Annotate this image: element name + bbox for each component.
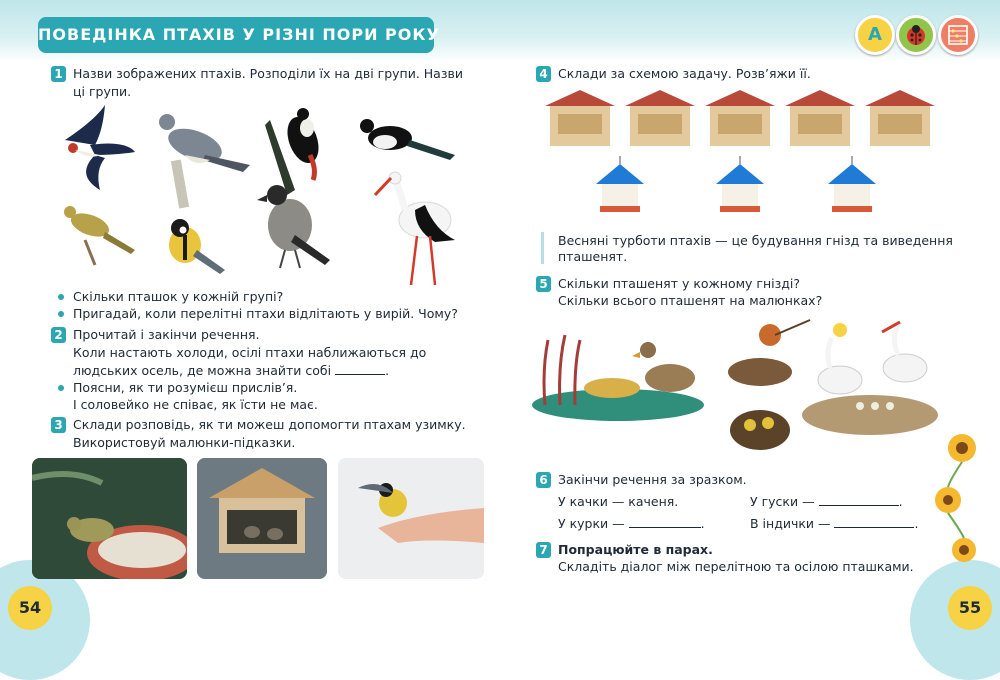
task-1-text-line1: Назви зображених птахів. Розподіли їх на дві групи. Назви: [73, 66, 463, 81]
magpie-icon: [360, 119, 455, 160]
bullet-marker: [58, 385, 64, 391]
swallow-icon: [65, 105, 135, 190]
feeder-icon: [596, 156, 644, 212]
task-3-text-line1: Склади розповідь, як ти можеш допомогти птахам узимку.: [73, 417, 466, 432]
sunflower-decoration: [930, 430, 980, 570]
task-7-text-line1: Попрацюйте в парах.: [558, 542, 713, 557]
task-2-number: 2: [51, 327, 66, 343]
feeder-icon: [828, 156, 876, 212]
task-6-row2-left-label: У курки —: [558, 516, 625, 531]
page-number-left: 54: [8, 586, 52, 630]
task-2-proverb: І соловейко не співає, як їсти не має.: [73, 397, 318, 412]
birdhouses-row: [540, 88, 940, 153]
page-number-right: 55: [948, 586, 992, 630]
task-7-number: 7: [536, 542, 551, 558]
answer-blank[interactable]: [819, 493, 899, 506]
birds-illustration: [55, 100, 475, 290]
note-line1: Весняні турботи птахів — це будування гнізд та виведення: [558, 233, 953, 248]
task-2-text-line3-end: .: [385, 363, 390, 378]
task-3-text-line2: Використовуй малюнки-підказки.: [73, 435, 296, 450]
task-6-row2-right-label: В індички —: [750, 516, 831, 531]
sunflower-icon: [935, 487, 961, 513]
task-2-text-line2: Коли настають холоди, осілі птахи наближаються до: [73, 345, 427, 360]
answer-blank[interactable]: [629, 515, 701, 528]
task-6-row2-left: [558, 515, 705, 533]
note-bar: [541, 232, 544, 264]
task-6-text-line1: Закінчи речення за зразком.: [558, 472, 747, 487]
task-6-end: .: [700, 516, 705, 531]
sunflower-icon: [948, 434, 976, 462]
answer-blank[interactable]: [335, 362, 385, 375]
task-2-bullet: Поясни, як ти розумієш прислів’я.: [73, 380, 298, 395]
stork-icon: [375, 172, 455, 285]
task-7-text-line2: Складіть діалог між перелітною та осілою пташками.: [558, 559, 914, 574]
task-4-text-line1: Склади за схемою задачу. Розв’яжи її.: [558, 66, 811, 81]
task-2-text-line3-start: людських осель, де можна знайти собі: [73, 363, 332, 378]
photo-tit-on-hand: [338, 458, 484, 579]
duck-nest-icon: [532, 335, 704, 421]
task-1-text-line2: ці групи.: [73, 84, 132, 99]
bullet-marker: [58, 294, 64, 300]
answer-blank[interactable]: [834, 515, 914, 528]
songbird-nest-icon: [728, 320, 810, 450]
task-2-text-line3: [73, 362, 389, 380]
warbler-icon: [64, 206, 135, 265]
birdhouse-icon: [545, 90, 615, 146]
feeder-icon: [716, 156, 764, 212]
task-3-number: 3: [51, 417, 66, 433]
letter-a-icon[interactable]: [855, 15, 895, 55]
birdhouse-icon: [785, 90, 855, 146]
task-1-bullet-2: Пригадай, коли перелітні птахи відлітають у вирій. Чому?: [73, 306, 458, 321]
nests-illustration: [530, 310, 950, 460]
birdhouse-icon: [865, 90, 935, 146]
task-4-number: 4: [536, 66, 551, 82]
task-1-bullet-1: Скільки пташок у кожній групі?: [73, 289, 284, 304]
stork-nest-icon: [802, 322, 938, 435]
task-6-number: 6: [536, 472, 551, 488]
birdhouse-icon: [705, 90, 775, 146]
task-6-row1-right-label: У гуски —: [750, 494, 815, 509]
photo-bird-house-feeder: [197, 458, 327, 579]
photo-bird-feeder-dish: [32, 458, 187, 579]
task-6-end: .: [914, 516, 919, 531]
crow-icon: [257, 185, 330, 268]
task-6-row1-left: У качки — каченя.: [558, 494, 679, 509]
bullet-marker: [58, 311, 64, 317]
task-5-text-line2: Скільки всього пташенят на малюнках?: [558, 293, 823, 308]
great-tit-icon: [169, 219, 225, 274]
task-5-number: 5: [536, 276, 551, 292]
abacus-icon[interactable]: [938, 15, 978, 55]
task-6-row2-right: [750, 515, 918, 533]
task-6-row1-right: [750, 493, 903, 511]
task-1-number: 1: [51, 66, 66, 82]
woodpecker-icon: [265, 108, 324, 195]
ladybug-icon[interactable]: [896, 15, 936, 55]
note-line2: пташенят.: [558, 249, 628, 264]
cuckoo-icon: [159, 114, 250, 209]
task-5-text-line1: Скільки пташенят у кожному гнізді?: [558, 276, 801, 291]
task-2-text-line1: Прочитай і закінчи речення.: [73, 327, 260, 342]
page-title: ПОВЕДІНКА ПТАХІВ У РІЗНІ ПОРИ РОКУ: [38, 25, 440, 44]
birdhouse-icon: [625, 90, 695, 146]
feeders-row: [590, 156, 890, 220]
task-6-end: .: [898, 494, 903, 509]
sunflower-icon: [952, 538, 976, 562]
letter-a-label: A: [868, 24, 882, 45]
